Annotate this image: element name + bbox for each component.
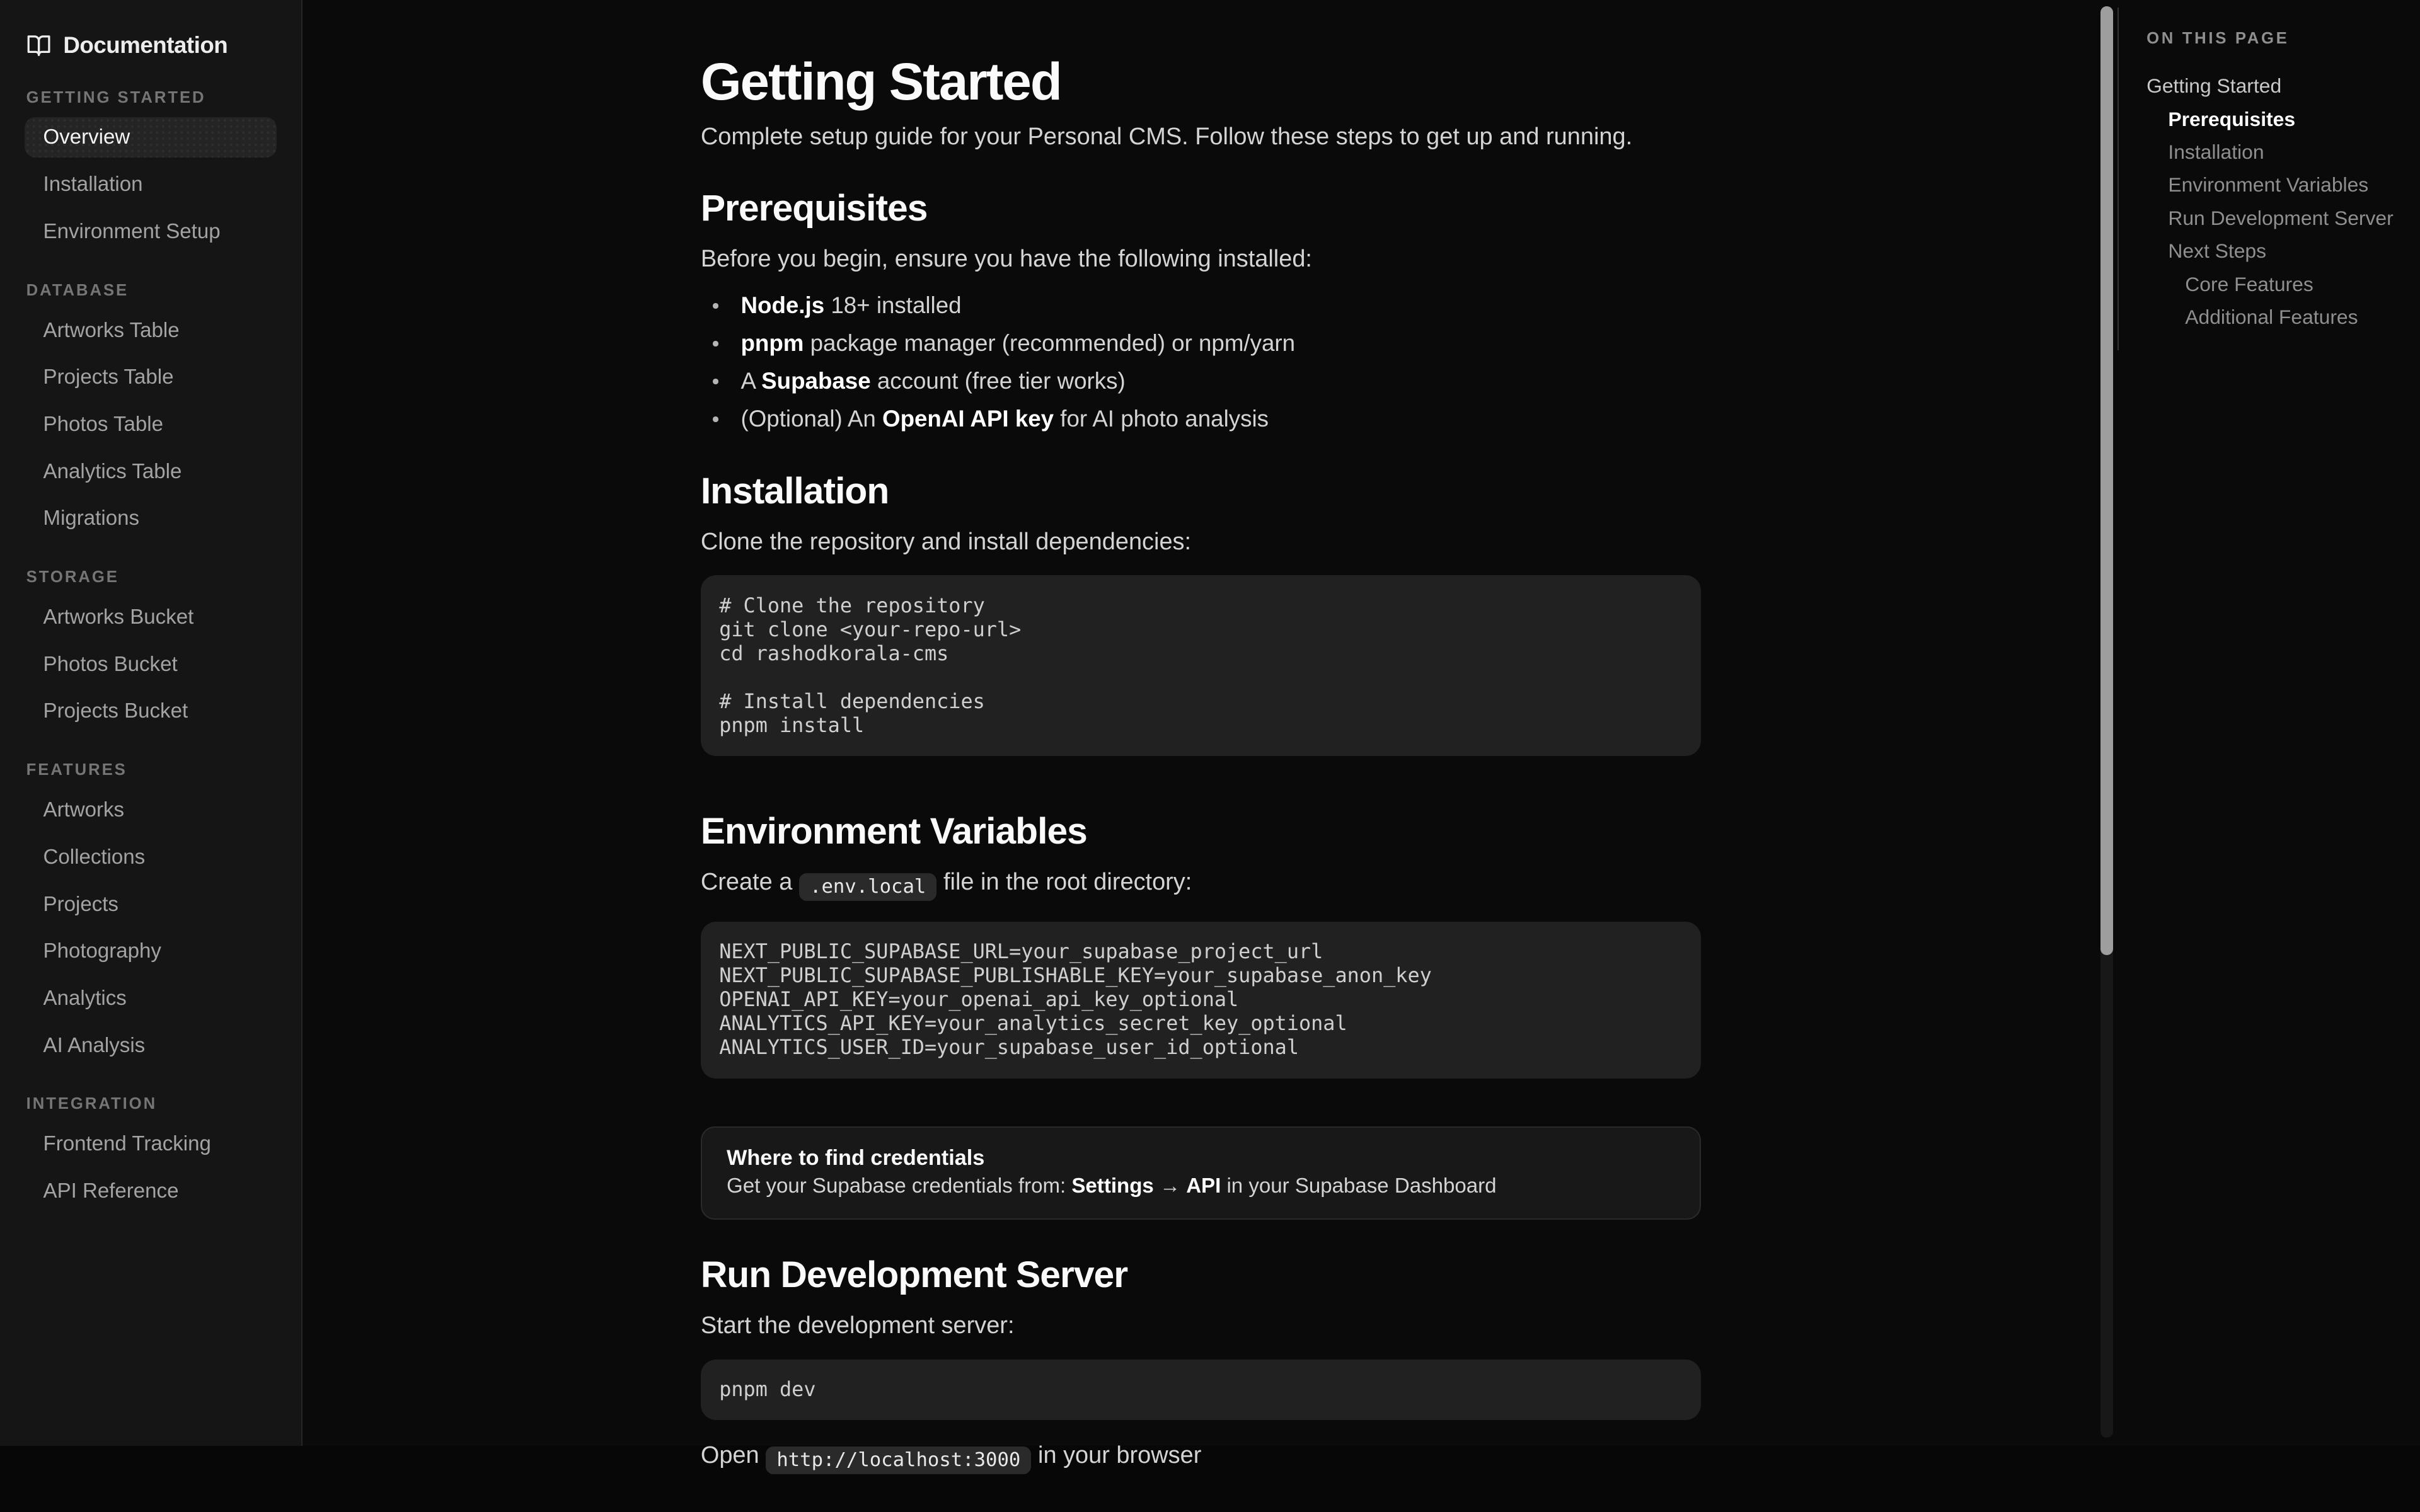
vertical-scrollbar-thumb[interactable] — [2100, 6, 2113, 955]
sidebar-item-ai-analysis[interactable]: AI Analysis — [43, 1033, 146, 1057]
sidebar-item-frontend-tracking[interactable]: Frontend Tracking — [43, 1132, 211, 1156]
sidebar-item-photos-table[interactable]: Photos Table — [43, 412, 164, 436]
page-subtitle: Complete setup guide for your Personal CMS. Follow these steps to get up and running. — [700, 123, 1633, 151]
toc-item-next-steps[interactable]: Next Steps — [2168, 239, 2267, 263]
nav-section-label: STORAGE — [26, 568, 119, 587]
sidebar-item-artworks-bucket[interactable]: Artworks Bucket — [43, 605, 194, 629]
toc-item-core-features[interactable]: Core Features — [2185, 272, 2313, 295]
toc-item-prerequisites[interactable]: Prerequisites — [2168, 107, 2296, 130]
book-open-icon — [26, 33, 51, 58]
sidebar-item-artworks-table[interactable]: Artworks Table — [43, 318, 180, 342]
list-item: A Supabase account (free tier works) — [701, 369, 1701, 393]
toc-item-environment-variables[interactable]: Environment Variables — [2168, 173, 2369, 197]
app-title: Documentation — [63, 32, 228, 59]
code-block-installation: # Clone the repository git clone <your-repo-url> cd rashodkorala-cms # Install dependencies pnpm install — [701, 575, 1701, 755]
toc-item-installation[interactable]: Installation — [2168, 140, 2264, 163]
prerequisites-lead: Before you begin, ensure you have the following installed: — [700, 245, 1312, 272]
sidebar-item-migrations[interactable]: Migrations — [43, 507, 139, 530]
sidebar-item-analytics[interactable]: Analytics — [43, 986, 127, 1010]
list-item: pnpm package manager (recommended) or npm/yarn — [701, 331, 1701, 355]
sidebar-item-photos-bucket[interactable]: Photos Bucket — [43, 652, 178, 676]
heading-run-dev-server: Run Development Server — [700, 1254, 1128, 1296]
environment-lead: Create a .env.local file in the root directory: — [701, 870, 1701, 901]
toc-item-run-development-server[interactable]: Run Development Server — [2168, 206, 2394, 229]
toc-title: ON THIS PAGE — [2146, 29, 2290, 47]
sidebar-item-photography[interactable]: Photography — [43, 939, 161, 963]
credentials-callout — [701, 1126, 1701, 1220]
sidebar-item-overview[interactable]: Overview — [25, 117, 277, 158]
sidebar — [0, 0, 302, 1446]
heading-installation: Installation — [700, 471, 889, 512]
open-browser-text: Open http://localhost:3000 in your browser — [701, 1443, 1701, 1474]
run-server-lead: Start the development server: — [700, 1312, 1015, 1339]
sidebar-item-environment-setup[interactable]: Environment Setup — [43, 219, 221, 243]
nav-section-label: INTEGRATION — [26, 1095, 158, 1113]
heading-environment-variables: Environment Variables — [700, 811, 1087, 852]
list-item: Node.js 18+ installed — [701, 293, 1701, 318]
sidebar-nav — [0, 87, 301, 1211]
sidebar-item-projects-table[interactable]: Projects Table — [43, 365, 174, 389]
toc-item-getting-started[interactable]: Getting Started — [2146, 74, 2282, 98]
code-block-env-vars: NEXT_PUBLIC_SUPABASE_URL=your_supabase_project_url NEXT_PUBLIC_SUPABASE_PUBLISHABLE_KEY=your_supabase_anon_key OPENAI_API_KEY=your_openai_api_key_optional ANALYTICS_API_KEY=your_analytics_secret_key_optional ANALYTICS_USER_ID=your_supabase_user_id_optional — [701, 922, 1701, 1079]
sidebar-item-artworks[interactable]: Artworks — [43, 798, 125, 822]
sidebar-item-collections[interactable]: Collections — [43, 845, 146, 869]
nav-section-label: GETTING STARTED — [26, 88, 206, 106]
doc-content — [701, 0, 1701, 1474]
prerequisites-list — [701, 293, 1701, 431]
sidebar-header — [0, 0, 301, 59]
toc-item-additional-features[interactable]: Additional Features — [2185, 306, 2358, 329]
code-block-pnpm-dev: pnpm dev — [701, 1360, 1701, 1421]
inline-code-env-local: .env.local — [799, 873, 937, 901]
installation-lead: Clone the repository and install dependencies: — [700, 529, 1192, 556]
on-this-page-panel — [2118, 8, 2411, 350]
nav-section-label: DATABASE — [26, 281, 129, 299]
nav-section-label: FEATURES — [26, 761, 127, 779]
sidebar-item-api-reference[interactable]: API Reference — [43, 1179, 179, 1203]
heading-prerequisites: Prerequisites — [700, 187, 928, 229]
list-item: (Optional) An OpenAI API key for AI photo analysis — [701, 406, 1701, 431]
callout-body: Get your Supabase credentials from: Settings → API in your Supabase Dashboard — [727, 1174, 1497, 1198]
sidebar-item-projects-bucket[interactable]: Projects Bucket — [43, 699, 188, 723]
page-title: Getting Started — [700, 52, 1061, 112]
sidebar-item-analytics-table[interactable]: Analytics Table — [43, 459, 182, 483]
vertical-scrollbar-track[interactable] — [2100, 6, 2113, 1438]
inline-code-localhost: http://localhost:3000 — [766, 1446, 1031, 1474]
sidebar-item-projects[interactable]: Projects — [43, 892, 118, 916]
callout-title: Where to find credentials — [727, 1145, 985, 1170]
sidebar-item-installation[interactable]: Installation — [43, 173, 143, 197]
